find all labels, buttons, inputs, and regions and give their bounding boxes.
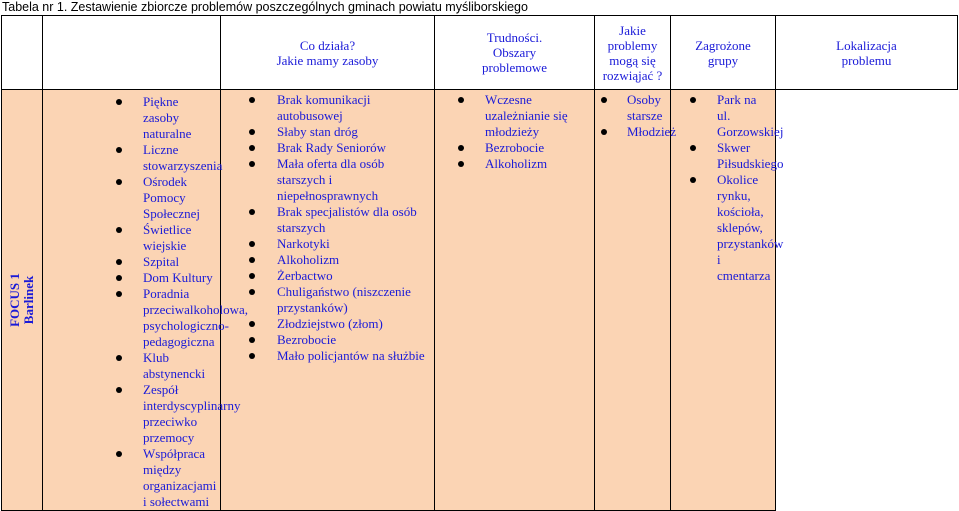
header-solvable-line3: mogą się [609, 52, 656, 68]
list-item [277, 268, 430, 284]
bullet-icon [249, 257, 255, 263]
list-item [485, 92, 590, 140]
header-solvable-line1: Jakie [619, 22, 646, 38]
bullet-icon [249, 241, 255, 247]
list-item [277, 156, 430, 204]
bullet-icon [249, 273, 255, 279]
list-item-text: Alkoholizm [485, 156, 548, 171]
bullet-icon [601, 129, 607, 135]
list-item-text: Złodziejstwo (złom) [277, 316, 383, 331]
header-location-line1: Lokalizacja [836, 37, 897, 53]
list-item [485, 140, 590, 156]
header-groups-line1: Zagrożone [695, 37, 751, 53]
list-item [143, 350, 214, 382]
bullet-icon [601, 97, 607, 103]
bullet-icon [690, 97, 696, 103]
header-difficulties-line2: Obszary [492, 45, 537, 60]
list-item-text: Wczesne uzależnianie się młodzieży [485, 92, 568, 139]
list-item [717, 140, 784, 172]
bullet-icon [458, 161, 464, 167]
header-solvable-line2: problemy [607, 37, 658, 53]
list-item-text: Świetlice wiejskie [143, 222, 192, 253]
list-item-text: Alkoholizm [277, 252, 340, 267]
header-what-works-line2: Jakie mamy zasoby [276, 52, 379, 68]
list-item-text: Chuligaństwo (niszczenie przystanków) [277, 284, 411, 315]
header-groups-line2: grupy [707, 52, 739, 68]
list-item-text: Szpital [143, 254, 180, 269]
bullet-icon [458, 145, 464, 151]
list-item [143, 270, 214, 286]
focus-label-cell [2, 90, 43, 511]
bullet-icon [116, 259, 122, 265]
list-item-text: Słaby stan dróg [277, 124, 358, 139]
bullet-icon [116, 291, 122, 297]
header-location [776, 16, 958, 90]
bullet-icon [249, 129, 255, 135]
list-item [485, 156, 590, 172]
header-difficulties [435, 16, 595, 90]
list-item [143, 174, 214, 222]
groups-cell [595, 90, 677, 511]
list-item [717, 92, 784, 140]
list-item [277, 204, 430, 236]
bullet-icon [116, 147, 122, 153]
list-item-text: Współpraca między organizacjami i sołectwami [143, 446, 217, 509]
list-item [627, 92, 666, 124]
header-what-works [221, 16, 435, 90]
header-groups [671, 16, 776, 90]
header-solvable-line4: rozwiąjać ? [602, 67, 663, 83]
bullet-icon [116, 451, 122, 457]
list-item [143, 94, 214, 142]
list-item-text: Liczne stowarzyszenia [143, 142, 223, 173]
bullet-icon [249, 337, 255, 343]
list-item-text: Skwer Piłsudskiego [717, 140, 784, 171]
bullet-icon [690, 145, 696, 151]
solvable-cell [435, 90, 595, 511]
bullet-icon [249, 289, 255, 295]
resources-cell [43, 90, 249, 511]
bullet-icon [249, 209, 255, 215]
header-location-line2: problemu [841, 52, 892, 68]
list-item [277, 124, 430, 140]
list-item-text: Żerbactwo [277, 268, 333, 283]
bullet-icon [116, 387, 122, 393]
header-what-works-line1: Co działa? [299, 37, 356, 53]
locations-cell [671, 90, 784, 511]
focus-label-line2: Barlinek [21, 275, 36, 325]
list-item-text: Poradnia przeciwalkoholowa, psychologiczno-pedagogiczna [143, 286, 249, 349]
header-empty-focus [2, 16, 43, 90]
bullet-icon [249, 161, 255, 167]
bullet-icon [116, 275, 122, 281]
list-item [143, 382, 241, 446]
bullet-icon [458, 97, 464, 103]
list-item-text: Mała oferta dla osób starszych i niepełnosprawnych [277, 156, 385, 203]
bullet-icon [116, 227, 122, 233]
header-row [2, 16, 958, 90]
list-item-text: Bezrobocie [277, 332, 337, 347]
list-item [277, 236, 430, 252]
list-item-text: Dom Kultury [143, 270, 213, 285]
bullet-icon [249, 353, 255, 359]
bullet-icon [249, 97, 255, 103]
list-item-text: Okolice rynku, kościoła, sklepów, przystanków i cmentarza [717, 172, 784, 283]
list-item [277, 92, 430, 124]
header-solvable [595, 16, 671, 90]
bullet-icon [116, 355, 122, 361]
bullet-icon [690, 177, 696, 183]
focus-label-line1: FOCUS 1 [7, 273, 22, 327]
list-item [277, 332, 430, 348]
list-item [717, 172, 784, 284]
resources-list [43, 90, 249, 510]
focus-label [8, 273, 36, 327]
list-item-text: Narkotyki [277, 236, 330, 251]
list-item-text: Brak specjalistów dla osób starszych [277, 204, 417, 235]
summary-table [1, 15, 958, 511]
bullet-icon [249, 145, 255, 151]
list-item [277, 348, 430, 364]
list-item-text: Mało policjantów na służbie [277, 348, 425, 363]
list-item [143, 142, 223, 174]
list-item-text: Park na ul. Gorzowskiej [717, 92, 784, 139]
bullet-icon [249, 321, 255, 327]
bullet-icon [116, 179, 122, 185]
groups-list [595, 90, 677, 140]
list-item [277, 316, 430, 332]
list-item-text: Zespół interdyscyplinarny przeciwko przemocy [143, 382, 241, 445]
difficulties-list [221, 90, 434, 364]
list-item-text: Bezrobocie [485, 140, 545, 155]
bullet-icon [116, 99, 122, 105]
list-item-text: Piękne zasoby naturalne [143, 94, 192, 141]
difficulties-cell [221, 90, 435, 511]
list-item [143, 222, 214, 254]
locations-list [671, 90, 784, 284]
solvable-list [435, 90, 594, 172]
header-empty-resources [43, 16, 221, 90]
list-item [143, 286, 249, 350]
list-item [143, 254, 214, 270]
list-item-text: Brak Rady Seniorów [277, 140, 387, 155]
header-difficulties-line1: Trudności. [486, 30, 543, 45]
focus-row [2, 90, 958, 511]
table-caption: Tabela nr 1. Zestawienie zbiorcze problemów poszczególnych gminach powiatu myśliborskiego [2, 0, 528, 14]
list-item [277, 252, 430, 268]
list-item [277, 284, 430, 316]
list-item-text: Klub abstynencki [143, 350, 206, 381]
list-item [277, 140, 430, 156]
list-item-text: Młodzież [627, 124, 677, 139]
header-difficulties-line3: problemowe [482, 60, 547, 75]
list-item-text: Brak komunikacji autobusowej [277, 92, 371, 123]
list-item [627, 124, 677, 140]
list-item [143, 446, 217, 510]
list-item-text: Osoby starsze [627, 92, 663, 123]
list-item-text: Ośrodek Pomocy Społecznej [143, 174, 201, 221]
